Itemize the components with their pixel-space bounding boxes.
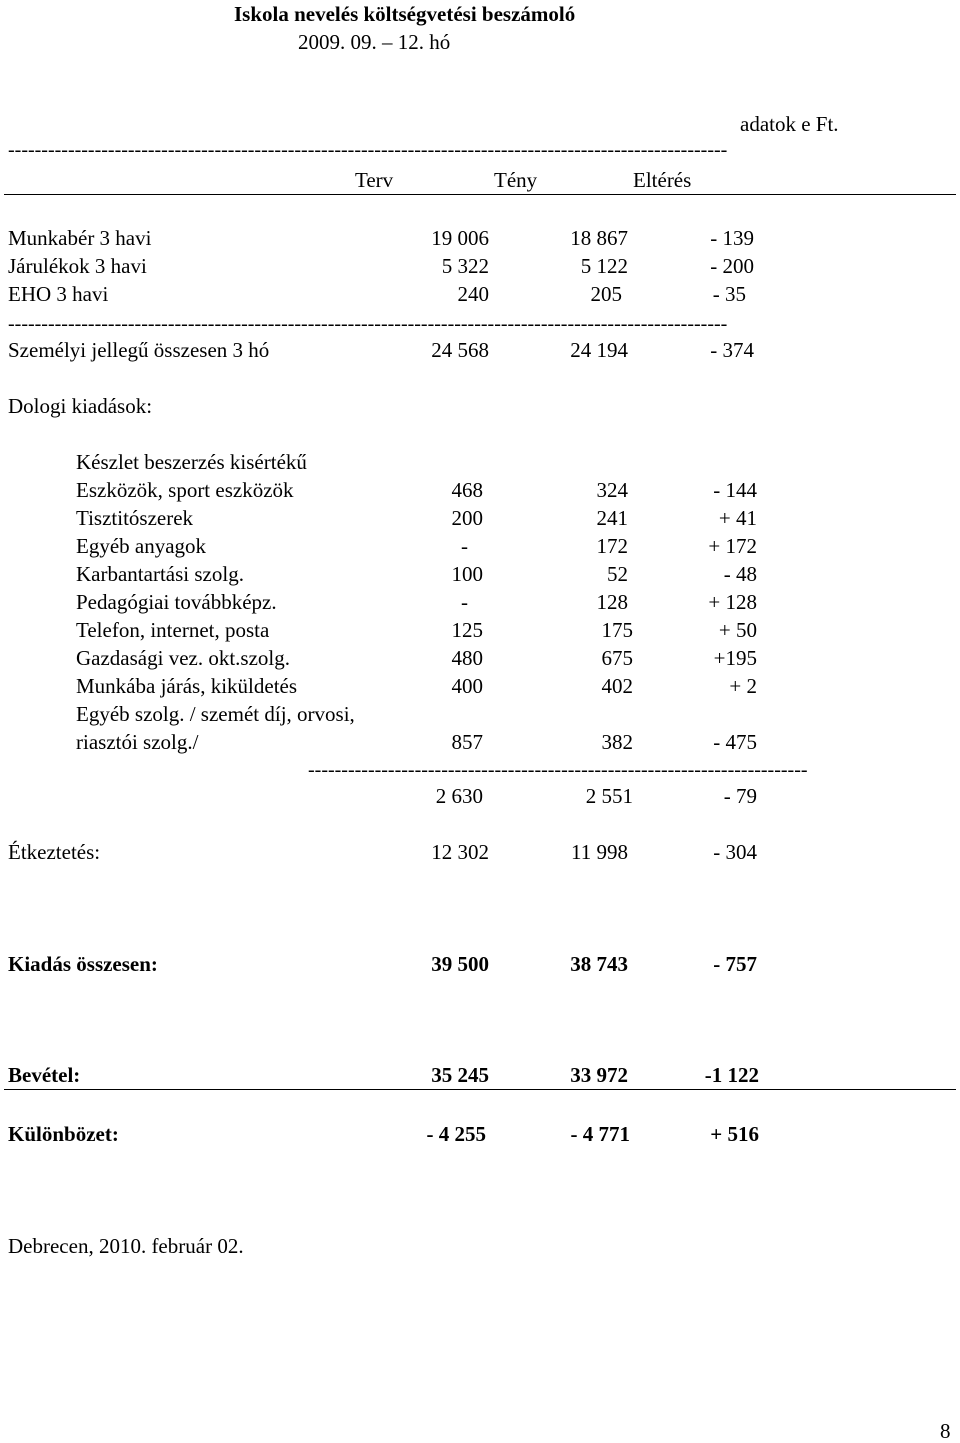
row-teny: 11 998	[571, 840, 628, 864]
row-label: Személyi jellegű összesen 3 hó	[8, 338, 270, 362]
row-elteres: + 50	[718, 618, 757, 642]
row-terv: 5 322	[441, 254, 489, 278]
row-teny: 33 972	[570, 1063, 628, 1087]
row-teny: 24 194	[570, 338, 628, 362]
row-teny: 675	[601, 646, 633, 670]
row-label: Étkeztetés:	[8, 840, 101, 864]
row-terv: 857	[451, 730, 483, 754]
document-period: 2009. 09. – 12. hó	[298, 30, 451, 54]
row-teny: 18 867	[570, 226, 628, 250]
row-teny: 205	[590, 282, 622, 306]
section-heading-material: Dologi kiadások:	[8, 394, 153, 418]
row-terv: - 4 255	[426, 1122, 486, 1146]
row-elteres: + 172	[708, 534, 757, 558]
row-terv: 400	[451, 674, 483, 698]
document-title: Iskola nevelés költségvetési beszámoló	[234, 2, 576, 26]
income-underline	[4, 1089, 956, 1090]
row-teny: 241	[596, 506, 628, 530]
row-teny: 38 743	[570, 952, 628, 976]
row-label: Járulékok 3 havi	[8, 254, 147, 278]
row-teny: 5 122	[580, 254, 628, 278]
row-label: EHO 3 havi	[8, 282, 109, 306]
row-elteres: - 304	[713, 840, 757, 864]
row-label: Különbözet:	[8, 1122, 119, 1146]
row-elteres: - 757	[713, 952, 757, 976]
row-terv: 200	[451, 506, 483, 530]
sub-heading-inventory: Készlet beszerzés kisértékű	[76, 450, 307, 474]
row-label: Bevétel:	[8, 1063, 81, 1087]
row-terv: -	[461, 590, 468, 614]
row-terv: -	[461, 534, 468, 558]
row-terv: 468	[451, 478, 483, 502]
row-label: Gazdasági vez. okt.szolg.	[76, 646, 291, 670]
row-label-line2: riasztói szolg./	[76, 730, 199, 754]
row-label: Telefon, internet, posta	[76, 618, 270, 642]
row-label-line1: Egyéb szolg. / szemét díj, orvosi,	[76, 702, 355, 726]
row-label: Munkába járás, kiküldetés	[76, 674, 298, 698]
row-label: Egyéb anyagok	[76, 534, 207, 558]
dash-rule-material: ---------------------------------------------------------------------------	[308, 759, 808, 781]
row-terv: 2 630	[435, 784, 483, 808]
row-terv: 100	[451, 562, 483, 586]
row-elteres: + 516	[710, 1122, 759, 1146]
row-elteres: - 48	[723, 562, 757, 586]
row-teny: 172	[596, 534, 628, 558]
dash-rule-top: ------------------------------------------------------------------------------------------------------------	[8, 139, 728, 161]
row-teny: 2 551	[585, 784, 633, 808]
row-teny: 324	[596, 478, 628, 502]
row-teny: - 4 771	[570, 1122, 630, 1146]
row-teny: 52	[607, 562, 628, 586]
row-terv: 240	[457, 282, 489, 306]
row-elteres: - 475	[713, 730, 757, 754]
place-date: Debrecen, 2010. február 02.	[8, 1234, 244, 1258]
row-elteres: - 200	[710, 254, 754, 278]
header-underline	[4, 194, 956, 195]
row-elteres: +195	[713, 646, 757, 670]
row-elteres: - 374	[710, 338, 754, 362]
row-terv: 35 245	[431, 1063, 489, 1087]
row-terv: 125	[451, 618, 483, 642]
row-elteres: + 128	[708, 590, 757, 614]
row-elteres: - 35	[712, 282, 746, 306]
row-label: Tisztitószerek	[76, 506, 194, 530]
row-elteres: + 2	[729, 674, 757, 698]
row-elteres: - 79	[723, 784, 757, 808]
row-terv: 24 568	[431, 338, 489, 362]
row-elteres: + 41	[718, 506, 757, 530]
row-terv: 480	[451, 646, 483, 670]
row-elteres: - 144	[713, 478, 757, 502]
row-teny: 128	[596, 590, 628, 614]
row-terv: 12 302	[431, 840, 489, 864]
row-elteres: -1 122	[704, 1063, 759, 1087]
column-header-elteres: Eltérés	[633, 168, 692, 192]
row-elteres: - 139	[710, 226, 754, 250]
row-label: Pedagógiai továbbképz.	[76, 590, 277, 614]
row-label: Eszközök, sport eszközök	[76, 478, 294, 502]
row-terv: 19 006	[431, 226, 489, 250]
row-label: Karbantartási szolg.	[76, 562, 244, 586]
page-number: 8	[940, 1419, 951, 1443]
unit-note: adatok e Ft.	[740, 112, 839, 136]
row-teny: 402	[601, 674, 633, 698]
dash-rule-personnel: ------------------------------------------------------------------------------------------------------------	[8, 313, 728, 335]
row-teny: 382	[601, 730, 633, 754]
row-terv: 39 500	[431, 952, 489, 976]
row-label: Munkabér 3 havi	[8, 226, 152, 250]
row-label: Kiadás összesen:	[8, 952, 158, 976]
row-teny: 175	[601, 618, 633, 642]
column-header-teny: Tény	[494, 168, 538, 192]
column-header-terv: Terv	[355, 168, 394, 192]
